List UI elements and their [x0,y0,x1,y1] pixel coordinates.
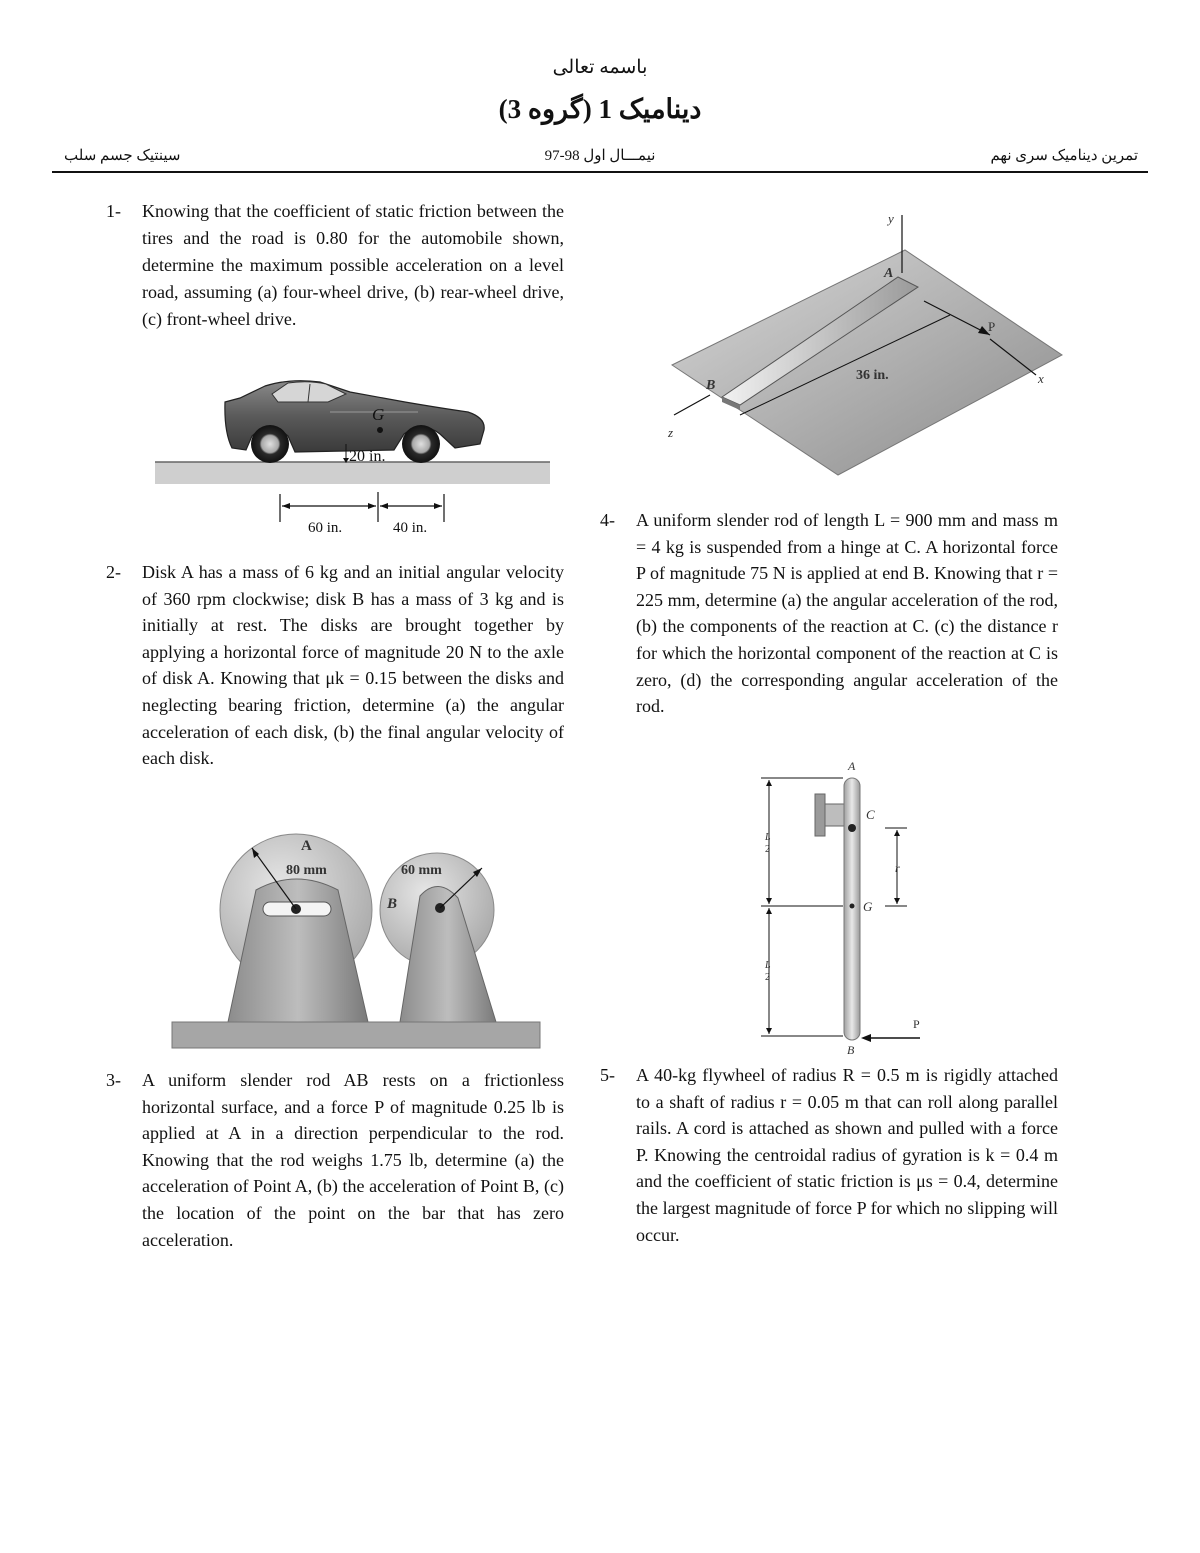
car-figure [150,372,555,540]
problem-number: 2- [106,562,121,582]
disks-figure [168,828,544,1052]
car-g-label: G [372,405,385,424]
force-p-label: P [913,1017,920,1031]
half-length-denominator: 2 [765,844,770,855]
problem-3 [106,1067,564,1253]
hinge-bracket [815,794,825,836]
semester-label: نیمـــال اول 98-97 [544,148,656,164]
problem-number: 3- [106,1070,121,1090]
problem-text: Knowing that the coefficient of static friction between the tires and the road is 0.80 for the automobile shown, determine the maximum possible acceleration on a level road, assuming (a) four-wheel drive, (b) rear-wheel drive, (c) front-wheel drive. [142,201,564,329]
problem-text: A uniform slender rod AB rests on a frictionless horizontal surface, and a force P of magnitude 0.25 lb is applied at A in a direction perpendicular to the rod. Knowing that the rod weighs 1.75 lb, determine (a) the acceleration of Point A, (b) the acceleration of Point B, (c) the location of the point on the bar that has zero acceleration. [142,1070,564,1250]
x-axis-label: x [1038,371,1044,386]
point-c-label: C [866,807,875,822]
z-axis [674,395,710,415]
problem-number: 4- [600,510,615,530]
assignment-label: تمرین دینامیک سری نهم [990,148,1138,164]
rear-wheel [251,425,289,463]
hinge-c-point [848,824,856,832]
slender-rod [844,778,860,1040]
wheelbase-dimension [280,492,444,522]
point-a-label: A [848,759,856,773]
disk-a-label: A [301,838,312,854]
header-divider [52,171,1148,173]
topic-label: سینتیک جسم سلب [64,148,181,164]
distance-r-label: r [895,861,900,875]
front-wheel [402,425,440,463]
problem-5 [600,1062,1058,1248]
problem-text: A 40-kg flywheel of radius R = 0.5 m is rigidly attached to a shaft of radius r = 0.05 m that can roll along parallel rails. A cord is attached as shown and pulled with a force P. Knowing the centroidal radius of gyration is k = 0.4 m and the coefficient of static friction is μs = 0.4, determine the largest magnitude of force P for which no slipping will occur. [636,1065,1058,1245]
hanging-rod-figure [755,756,930,1058]
point-b-label: B [706,378,716,393]
problem-text: Disk A has a mass of 6 kg and an initial angular velocity of 360 rpm clockwise; disk B has a mass of 3 kg and is initially at rest. The disks are brought together by applying a horizontal force of magnitude 20 N to the axle of disk A. Knowing that μk = 0.15 between the disks and neglecting bearing friction, determine (a) the angular acceleration of each disk, (b) the final angular velocity of each disk. [142,562,564,769]
disk-b-label: B [387,896,398,912]
half-length-denominator-lower: 2 [765,972,770,983]
problem-1 [106,198,564,333]
y-axis-label: y [888,211,894,226]
problem-2 [106,559,564,772]
half-length-numerator-lower: L [765,960,771,971]
point-b-label: B [847,1043,855,1057]
center-of-gravity-dot [377,427,383,433]
point-a-label: A [884,266,894,281]
bismillah-heading: باسمه تعالی [552,57,648,78]
problem-4 [600,507,1058,720]
car-height-label: 20 in. [349,448,386,465]
problem-number: 5- [600,1065,615,1085]
base-plate [172,1022,540,1048]
road-surface [155,462,550,484]
problem-number: 1- [106,201,121,221]
center-g-point [850,904,855,909]
front-distance-label: 40 in. [393,520,428,536]
horizontal-plate [672,250,1062,475]
rod-length-label: 36 in. [856,368,889,383]
disk-b-radius-label: 60 mm [401,863,442,878]
page-title: دینامیک 1 (گروه 3) [498,94,702,124]
half-length-numerator: L [765,832,771,843]
rear-distance-label: 60 in. [308,520,343,536]
z-axis-label: z [668,425,674,440]
point-g-label: G [863,899,873,914]
force-p-label: P [988,319,996,334]
problem-text: A uniform slender rod of length L = 900 mm and mass m = 4 kg is suspended from a hinge at C. A horizontal force P of magnitude 75 N is applied at end B. Knowing that r = 225 mm, determine (a) the angular acceleration of the rod, (b) the components of the reaction at C. (c) the distance r for which the horizontal component of the reaction at C is zero, (d) the corresponding angular acceleration of the rod. [636,510,1058,717]
plate-rod-figure [660,205,1065,485]
disk-a-radius-label: 80 mm [286,863,327,878]
